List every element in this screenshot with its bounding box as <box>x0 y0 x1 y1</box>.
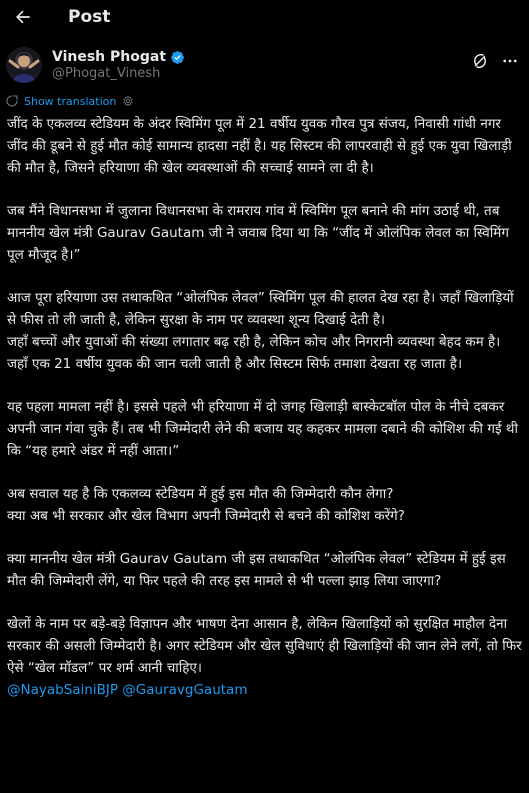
grok-icon[interactable] <box>471 52 489 70</box>
post-paragraph: खेलों के नाम पर बड़े-बड़े विज्ञापन और भाषण देना आसान है, लेकिन खिलाड़ियों को सुरक्षित माहौल देना सरकार की असली जिम्मेदारी है। अगर स्टेडियम और खेल सुविधाएं ही खिलाड़ियों की जान लेने लगें, तो फिर ऐसे “खेल मॉडल” पर शर्म आनी चाहिए। <box>7 616 522 676</box>
post-paragraph: जींद के एकलव्य स्टेडियम के अंदर स्विमिंग पूल में 21 वर्षीय युवक गौरव पुत्र संजय, निवासी गांधी नगर जींद की डूबने से हुई मौत कोई सामान्य हादसा नहीं है। यह सिस्टम की लापरवाही से हुई एक युवा खिलाड़ी की मौत है, जिसने हरियाणा की खेल व्यवस्थाओं की सच्चाई सामने ला दी है। <box>7 116 512 176</box>
author-handle[interactable]: @Phogat_Vinesh <box>52 66 161 81</box>
post-paragraph: यह पहला मामला नहीं है। इससे पहले भी हरियाणा में दो जगह खिलाड़ी बास्केटबॉल पोल के नीचे दबकर अपनी जान गंवा चुके हैं। तब भी जिम्मेदारी लेने की बजाय यह कहकर मामला दबाने की कोशिश की गई थी कि “यह हमारे अंडर में नहीं आता।” <box>7 399 518 459</box>
mention-link[interactable]: @NayabSainiBJP <box>7 682 118 698</box>
author-actions <box>471 52 519 70</box>
avatar[interactable] <box>6 47 42 83</box>
verified-badge-icon <box>170 50 185 65</box>
settings-icon[interactable] <box>122 95 134 107</box>
translate-icon <box>6 95 18 107</box>
author-row <box>0 34 529 86</box>
arrow-left-icon <box>13 7 33 27</box>
post-header <box>0 0 529 34</box>
avatar-image <box>6 47 42 83</box>
mentions-line <box>7 679 522 701</box>
post-paragraph: जब मैंने विधानसभा में जुलाना विधानसभा के रामराय गांव में स्विमिंग पूल बनाने की मांग उठाई थी, तब माननीय खेल मंत्री Gaurav Gautam जी ने जवाब दिया था कि “जींद में ओलंपिक लेवल का स्विमिंग पूल मौजूद है।” <box>7 203 509 263</box>
post-text <box>0 110 529 701</box>
page-title: Post <box>68 7 111 27</box>
post-paragraph: क्या अब भी सरकार और खेल विभाग अपनी जिम्मेदारी से बचने की कोशिश करेंगे? <box>7 508 405 524</box>
post-paragraph: आज पूरा हरियाणा उस तथाकथित “ओलंपिक लेवल” स्विमिंग पूल की हालत देख रहा है। जहाँ खिलाड़ियों से फीस तो ली जाती है, लेकिन सुरक्षा के नाम पर व्यवस्था शून्य दिखाई देती है। <box>7 290 514 328</box>
show-translation-link[interactable] <box>0 92 529 110</box>
author-names <box>52 49 185 81</box>
post-paragraph: क्या माननीय खेल मंत्री Gaurav Gautam जी इस तथाकथित “ओलंपिक लेवल” स्टेडियम में हुई इस मौत की जिम्मेदारी लेंगे, या फिर पहले की तरह इस मामले से भी पल्ला झाड़ लिया जाएगा? <box>7 551 506 589</box>
display-name[interactable]: Vinesh Phogat <box>52 49 167 65</box>
post-paragraph: जहाँ बच्चों और युवाओं की संख्या लगातार बढ़ रही है, लेकिन कोच और निगरानी व्यवस्था बेहद कम है। जहाँ एक 21 वर्षीय युवक की जान चली जाती है और सिस्टम सिर्फ तमाशा देखता रह जाता है। <box>7 334 501 372</box>
post-paragraph: अब सवाल यह है कि एकलव्य स्टेडियम में हुई इस मौत की जिम्मेदारी कौन लेगा? <box>7 486 394 502</box>
show-translation-label: Show translation <box>24 94 117 108</box>
more-options-icon[interactable] <box>501 52 519 70</box>
mention-link[interactable]: @GauravgGautam <box>122 682 248 698</box>
back-button[interactable] <box>12 6 34 28</box>
